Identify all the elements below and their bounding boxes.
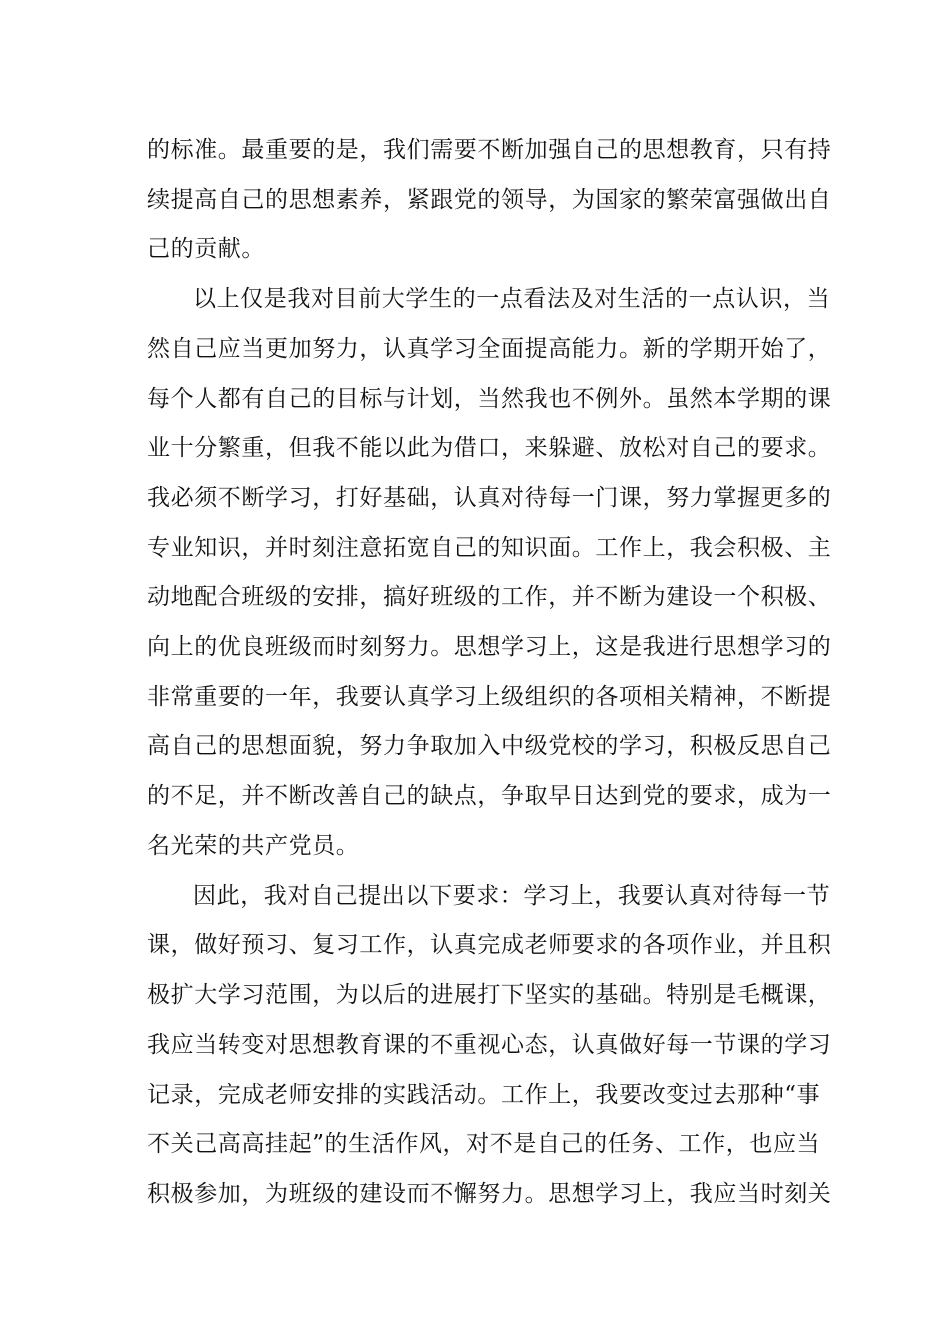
- text-line: 极扩大学习范围，为以后的进展打下坚实的基础。特别是毛概课，: [147, 982, 832, 1008]
- text-line: 己的贡献。: [147, 236, 265, 262]
- text-line: 续提高自己的思想素养，紧跟党的领导，为国家的繁荣富强做出自: [147, 187, 832, 213]
- text-line: 每个人都有自己的目标与计划，当然我也不例外。虽然本学期的课: [147, 386, 832, 412]
- paragraph-start-line: 以上仅是我对目前大学生的一点看法及对生活的一点认识，当: [193, 286, 831, 312]
- text-line: 的不足，并不断改善自己的缺点，争取早日达到党的要求，成为一: [147, 783, 832, 809]
- text-line: 名光荣的共产党员。: [147, 833, 360, 859]
- text-line: 专业知识，并时刻注意拓宽自己的知识面。工作上，我会积极、主: [147, 535, 832, 561]
- text-line: 高自己的思想面貌，努力争取加入中级党校的学习，积极反思自己: [147, 733, 832, 759]
- text-line: 我必须不断学习，打好基础，认真对待每一门课，努力掌握更多的: [147, 485, 832, 511]
- paragraph-start-line: 因此，我对自己提出以下要求：学习上，我要认真对待每一节: [193, 883, 831, 909]
- text-line: 的标准。最重要的是，我们需要不断加强自己的思想教育，只有持: [147, 137, 832, 163]
- text-line: 不关己高高挂起”的生活作风，对不是自己的任务、工作，也应当: [147, 1131, 821, 1157]
- text-line: 向上的优良班级而时刻努力。思想学习上，这是我进行思想学习的: [147, 634, 832, 660]
- text-line: 业十分繁重，但我不能以此为借口，来躲避、放松对自己的要求。: [147, 435, 832, 461]
- text-line: 我应当转变对思想教育课的不重视心态，认真做好每一节课的学习: [147, 1032, 832, 1058]
- text-line: 积极参加，为班级的建设而不懈努力。思想学习上，我应当时刻关: [147, 1181, 832, 1207]
- text-line: 动地配合班级的安排，搞好班级的工作，并不断为建设一个积极、: [147, 584, 832, 610]
- text-line: 然自己应当更加努力，认真学习全面提高能力。新的学期开始了，: [147, 336, 832, 362]
- text-line: 记录，完成老师安排的实践活动。工作上，我要改变过去那种“事: [147, 1082, 821, 1108]
- text-line: 非常重要的一年，我要认真学习上级组织的各项相关精神，不断提: [147, 684, 832, 710]
- text-line: 课，做好预习、复习工作，认真完成老师要求的各项作业，并且积: [147, 932, 832, 958]
